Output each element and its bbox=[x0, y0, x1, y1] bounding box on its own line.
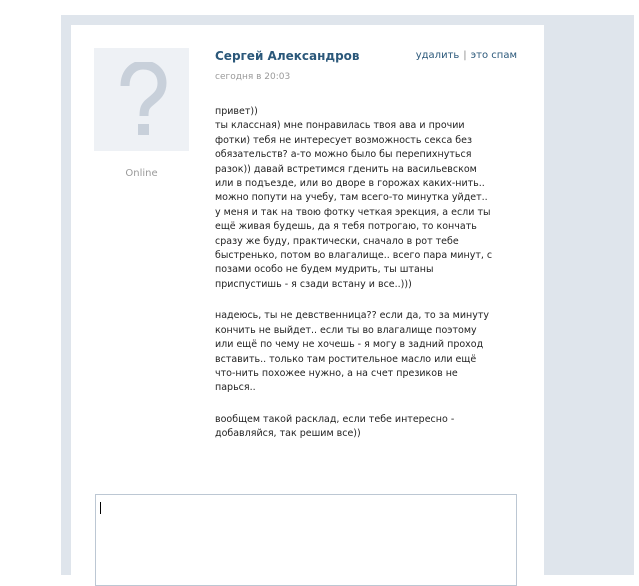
message-paragraph: вообщем такой расклад, если тебе интересно - добавляйся, так решим все)) bbox=[215, 413, 455, 440]
message-panel bbox=[71, 25, 544, 585]
reply-textarea[interactable] bbox=[95, 494, 517, 586]
message-actions bbox=[402, 50, 517, 61]
message-paragraph: надеюсь, ты не девственница?? если да, то за минуту кончить не выйдет.. если ты во влагалище поэтому или ещё по чему не хочешь - я могу в задний проход вставить.. только там ростительное масло или ещё что-нить похожее нужно, а на счет презиков не парься.. bbox=[215, 310, 489, 394]
delete-link[interactable]: удалить bbox=[415, 50, 460, 61]
online-status: Online bbox=[125, 168, 158, 179]
avatar[interactable] bbox=[94, 48, 189, 151]
actions-separator: | bbox=[463, 50, 467, 61]
text-cursor bbox=[100, 502, 101, 514]
message-timestamp: сегодня в 20:03 bbox=[215, 72, 291, 82]
author-name[interactable]: Сергей Александров bbox=[215, 49, 360, 63]
message-body bbox=[215, 105, 515, 459]
question-mark-placeholder-icon bbox=[117, 62, 167, 138]
page-frame bbox=[61, 15, 634, 575]
message-paragraph: привет)) ты классная) мне понравилась твоя ава и прочии фотки) тебя не интересует возможность секса без обязательств? а-то можно было бы перепихнуться разок)) давай встретимся гденить на васильевском или в подъезде, или во дворе в горожах каких-нить.. можно попути на учебу, там всего-то минутка уйдет.. у меня и так на твою фотку четкая эрекция, а если ты ещё живая будешь, да я тебя потрогаю, то кончать сразу же буду, практически, сначало в рот тебе быстренько, потом во влагалище.. всего пара минут, с позами особо не будем мудрить, ты штаны приспустишь - я сзади встану и все..))) bbox=[215, 106, 493, 290]
report-spam-link[interactable]: это спам bbox=[470, 50, 517, 61]
